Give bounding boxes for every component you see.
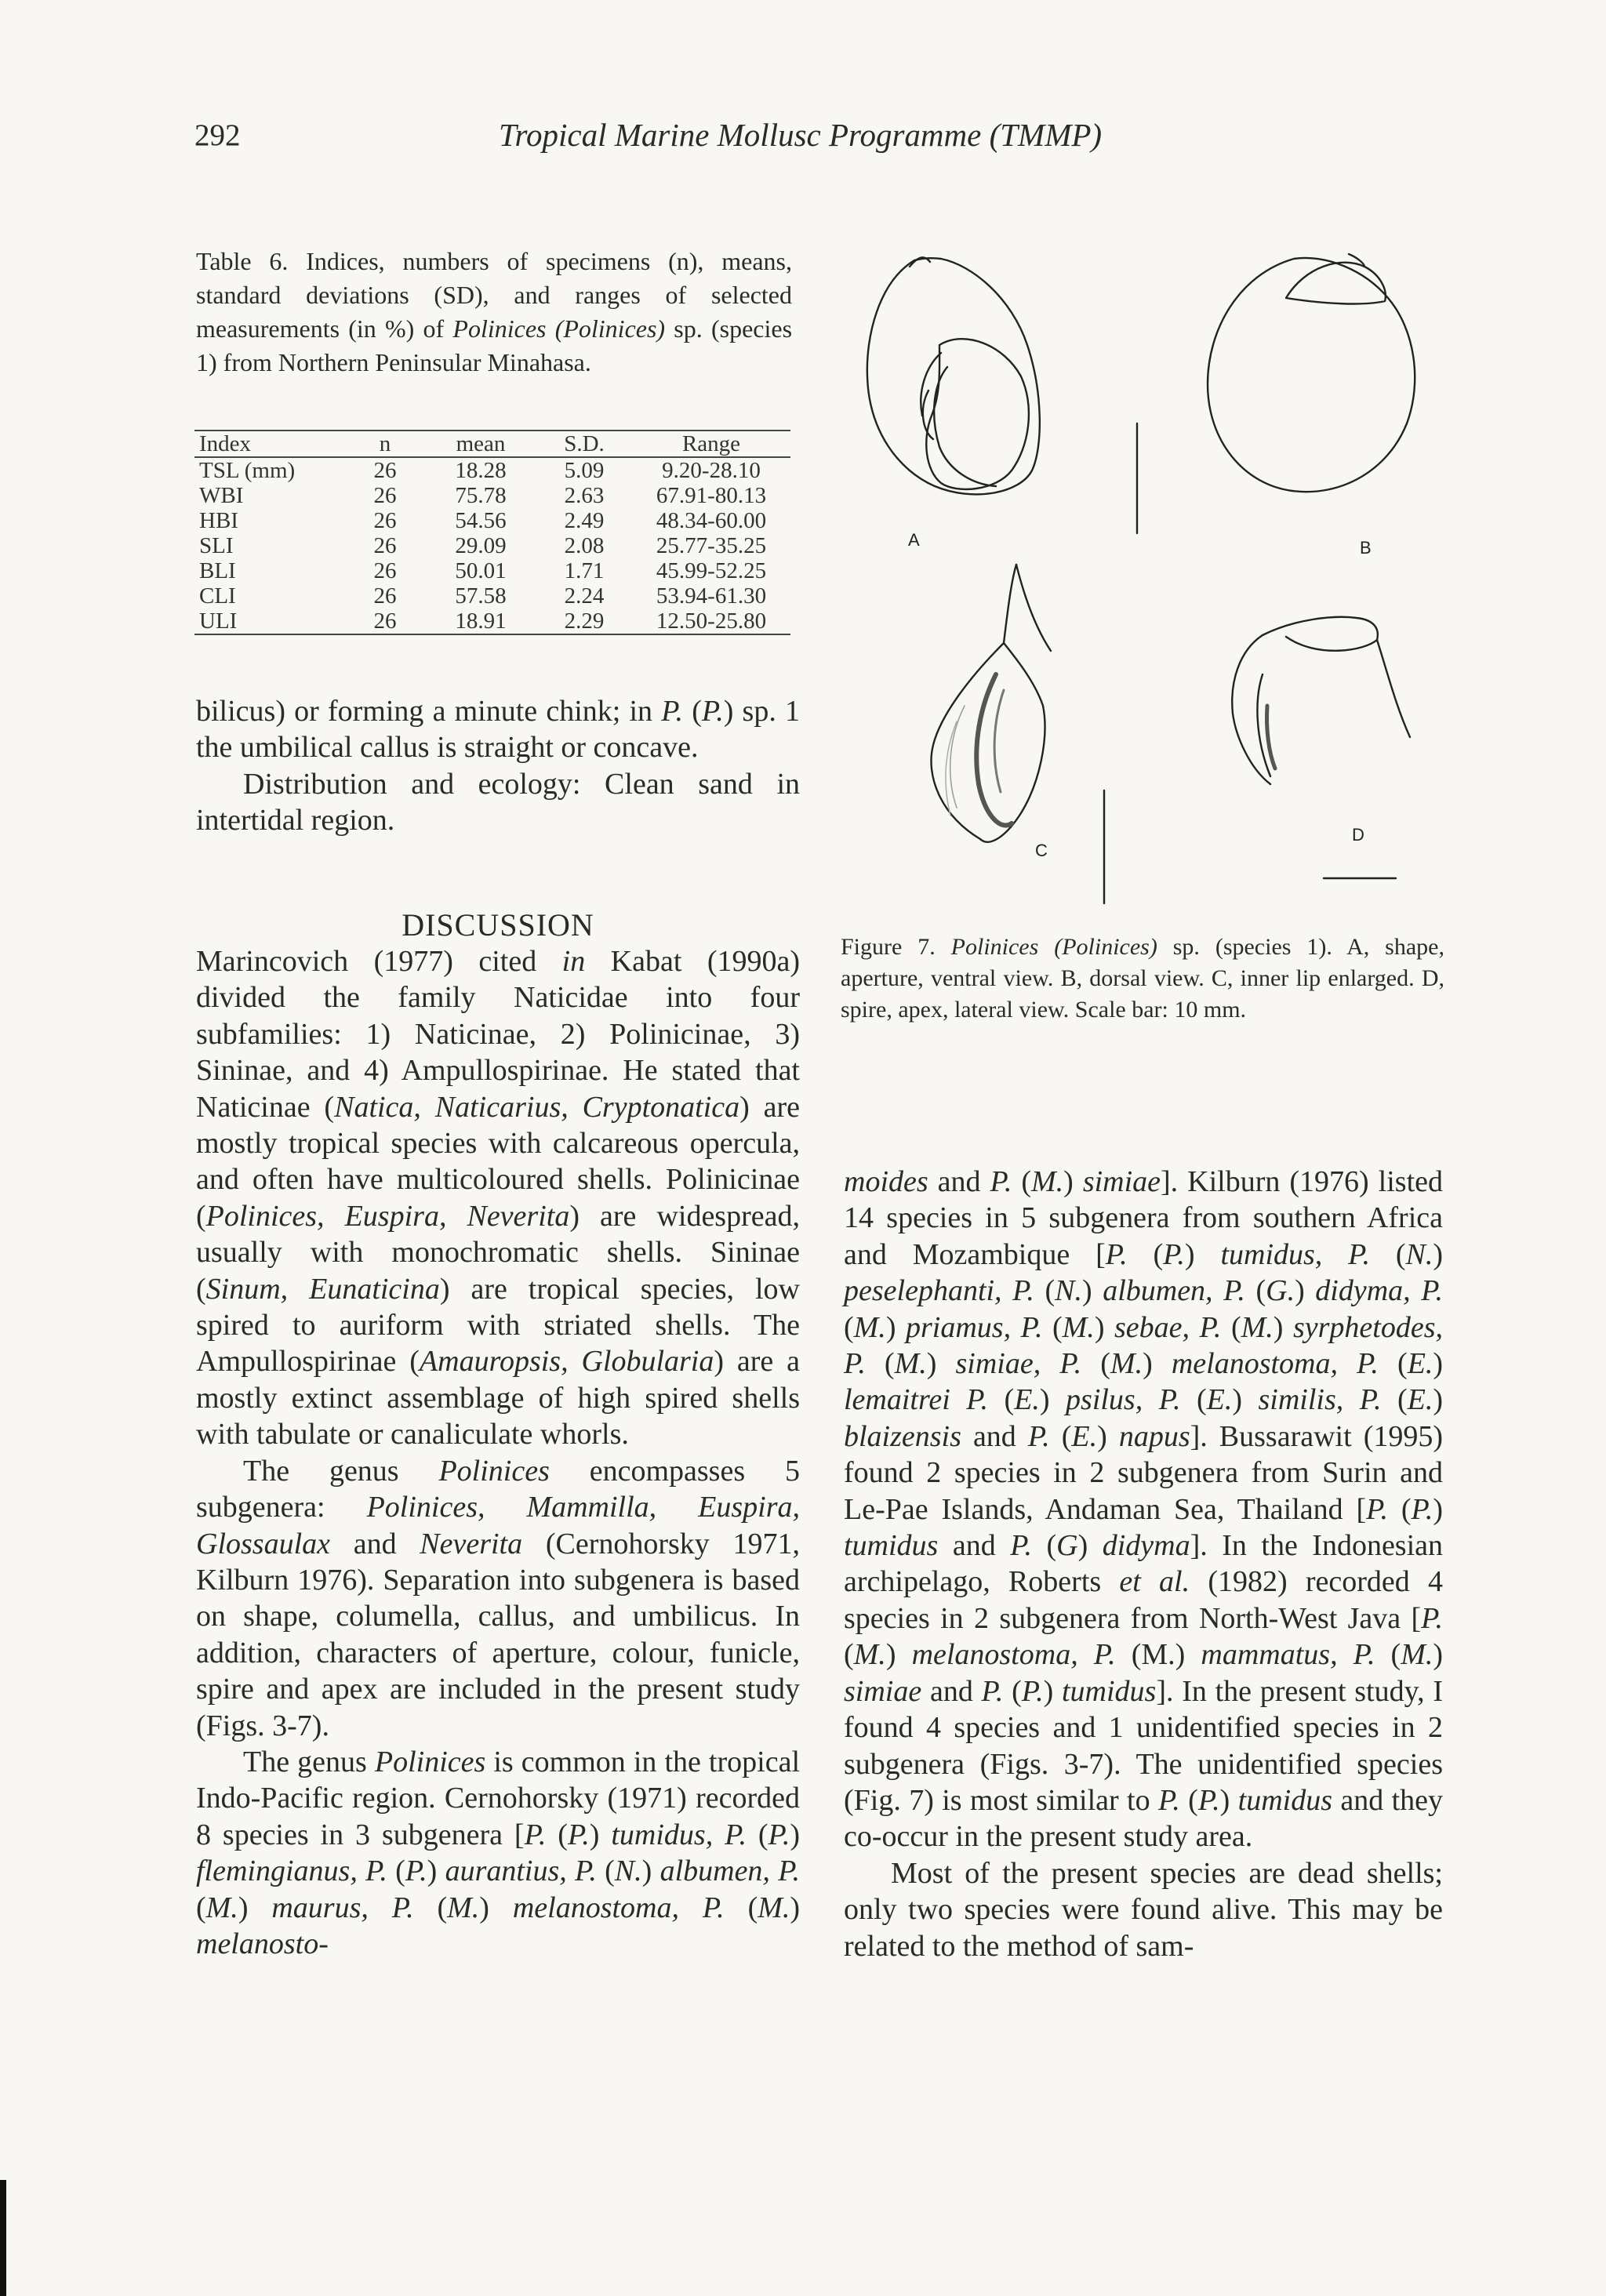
paragraph: Marincovich (1977) cited in Kabat (1990a) divided the family Naticidae into four subfamilies: 1) Naticinae, 2) Polinicinae, 3) Sininae, and 4) Ampullospirinae. He stated that Naticinae (Natica, Naticarius, Cryptonatica) are mostly tropical species with calcareous opercula, and often have multicoloured shells. Polinicinae (Polinices, Euspira, Neverita) are widespread, usually with monochromatic shells. Sininae (Sinum, Eunaticina) are tropical species, low spired to auriform with striated shells. The Ampullospirinae (Amauropsis, Globularia) are a mostly extinct assemblage of high spired shells with tabulate or canaliculate whorls. xyxy=(196,945,801,1451)
column-header: Range xyxy=(632,430,790,457)
table-cell: 12.50-25.80 xyxy=(632,609,790,634)
table-row xyxy=(194,533,790,558)
figure-7-drawings xyxy=(847,235,1427,910)
figure-7 xyxy=(847,235,1427,910)
shell-ventral-drawing xyxy=(867,257,1040,494)
table-row xyxy=(194,583,790,609)
table-cell: 5.09 xyxy=(564,458,605,483)
table-cell: WBI xyxy=(199,483,244,508)
figure-7-caption: Figure 7. Polinices (Polinices) sp. (species 1). A, shape, aperture, ventral view. B, dorsal view. C, inner lip enlarged. D, spire, apex, lateral view. Scale bar: 10 mm. xyxy=(841,934,1444,1023)
paragraph: The genus Polinices is common in the tropical Indo-Pacific region. Cernohorsky (1971) recorded 8 species in 3 subgenera [P. (P.) tumidus, P. (P.) flemingianus, P. (P.) aurantius, P. (N.) albumen, P. (M.) maurus, P. (M.) melanostoma, P. (M.) melanosto- xyxy=(196,1745,801,1960)
table-row xyxy=(194,457,790,483)
table-cell: 2.29 xyxy=(536,609,632,634)
table-cell: 18.91 xyxy=(425,609,536,634)
table-row xyxy=(194,483,790,508)
paragraph: Distribution and ecology: Clean sand in intertidal region. xyxy=(196,767,800,837)
table-cell: 67.91-80.13 xyxy=(656,483,767,508)
table-cell: 54.56 xyxy=(455,508,507,533)
table-cell: 50.01 xyxy=(455,558,507,583)
column-header: S.D. xyxy=(536,430,632,457)
scan-edge-mark xyxy=(0,2180,6,2296)
column-header: Index xyxy=(194,430,345,457)
table-row xyxy=(194,508,790,533)
paragraph: The genus Polinices encompasses 5 subgenera: Polinices, Mammilla, Euspira, Glossaulax and Neverita (Cernohorsky 1971, Kilburn 1976). Separation into subgenera is based on shape, columella, callus, and umbilicus. In addition, characters of aperture, colour, funicle, spire and apex are included in the present study (Figs. 3-7). xyxy=(196,1454,800,1742)
spire-lateral-drawing xyxy=(1232,617,1410,878)
column-header: n xyxy=(345,430,425,457)
table-cell: 26 xyxy=(373,583,397,609)
figure-label-b: B xyxy=(1360,538,1372,558)
table-cell: 48.34-60.00 xyxy=(656,508,767,533)
table-cell: TSL (mm) xyxy=(199,458,296,483)
right-column xyxy=(844,1164,1443,1964)
table-cell: 53.94-61.30 xyxy=(656,583,767,609)
table-6-caption: Table 6. Indices, numbers of specimens (n), means, standard deviations (SD), and ranges of selected measurements (in %) of Polinices (Polinices) sp. (species 1) from Northern Peninsular Minahasa. xyxy=(196,247,793,376)
table-cell: 2.63 xyxy=(564,483,605,508)
inner-lip-drawing xyxy=(932,565,1105,903)
table-cell: 29.09 xyxy=(455,533,507,558)
figure-label-c: C xyxy=(1035,841,1048,860)
shell-dorsal-drawing xyxy=(1208,254,1415,492)
table-cell: 9.20-28.10 xyxy=(662,458,761,483)
table-6 xyxy=(194,430,790,635)
table-cell: 45.99-52.25 xyxy=(656,558,767,583)
paragraph: moides and P. (M.) simiae]. Kilburn (1976) listed 14 species in 5 subgenera from southern Africa and Mozambique [P. (P.) tumidus, P. (N.) peselephanti, P. (N.) albumen, P. (G.) didyma, P. (M.) priamus, P. (M.) sebae, P. (M.) syrphetodes, P. (M.) simiae, P. (M.) melanostoma, P. (E.) lemaitrei P. (E.) psilus, P. (E.) similis, P. (E.) blaizensis and P. (E.) napus]. Bussarawit (1995) found 2 species in 2 subgenera from Surin and Le-Pae Islands, Andaman Sea, Thailand [P. (P.) tumidus and P. (G) didyma]. In the Indonesian archipelago, Roberts et al. (1982) recorded 4 species in 2 subgenera from North-West Java [P. (M.) melanostoma, P. (M.) mammatus, P. (M.) simiae and P. (P.) tumidus]. In the present study, I found 4 species and 1 unidentified species in 2 subgenera (Figs. 3-7). The unidentified species (Fig. 7) is most similar to P. (P.) tumidus and they co-occur in the present study area. xyxy=(844,1165,1444,1854)
table-cell: CLI xyxy=(199,583,236,609)
table-cell: ULI xyxy=(194,609,345,634)
table-cell: 25.77-35.25 xyxy=(656,533,767,558)
table-cell: 26 xyxy=(345,609,425,634)
paragraph: bilicus) or forming a minute chink; in P. (P.) sp. 1 the umbilical callus is straight or concave. xyxy=(196,695,800,765)
table-cell: 26 xyxy=(373,533,397,558)
figure-label-d: D xyxy=(1352,825,1364,845)
table-cell: 26 xyxy=(373,558,397,583)
table-row xyxy=(194,609,790,634)
table-cell: 26 xyxy=(373,483,397,508)
table-cell: 75.78 xyxy=(455,483,507,508)
table-cell: 2.24 xyxy=(564,583,605,609)
paragraph: Most of the present species are dead shells; only two species were found alive. This may be related to the method of sam- xyxy=(844,1856,1443,1963)
table-cell: SLI xyxy=(199,533,234,558)
table-cell: 18.28 xyxy=(455,458,507,483)
table-header-row xyxy=(194,430,790,457)
figure-label-a: A xyxy=(908,530,920,550)
table-cell: 26 xyxy=(373,458,397,483)
page-number: 292 xyxy=(194,118,241,152)
table-row xyxy=(194,558,790,583)
table-cell: 26 xyxy=(373,508,397,533)
table-cell: BLI xyxy=(199,558,236,583)
table-cell: HBI xyxy=(199,508,238,533)
left-column-top xyxy=(196,693,800,839)
table-cell: 1.71 xyxy=(564,558,605,583)
column-header: mean xyxy=(425,430,536,457)
running-title: Tropical Marine Mollusc Programme (TMMP) xyxy=(499,117,1103,153)
table-cell: 2.08 xyxy=(564,533,605,558)
left-column-discussion xyxy=(196,943,800,1962)
table-cell: 2.49 xyxy=(564,508,605,533)
section-heading-discussion: DISCUSSION xyxy=(402,907,594,943)
table-cell: 57.58 xyxy=(455,583,507,609)
